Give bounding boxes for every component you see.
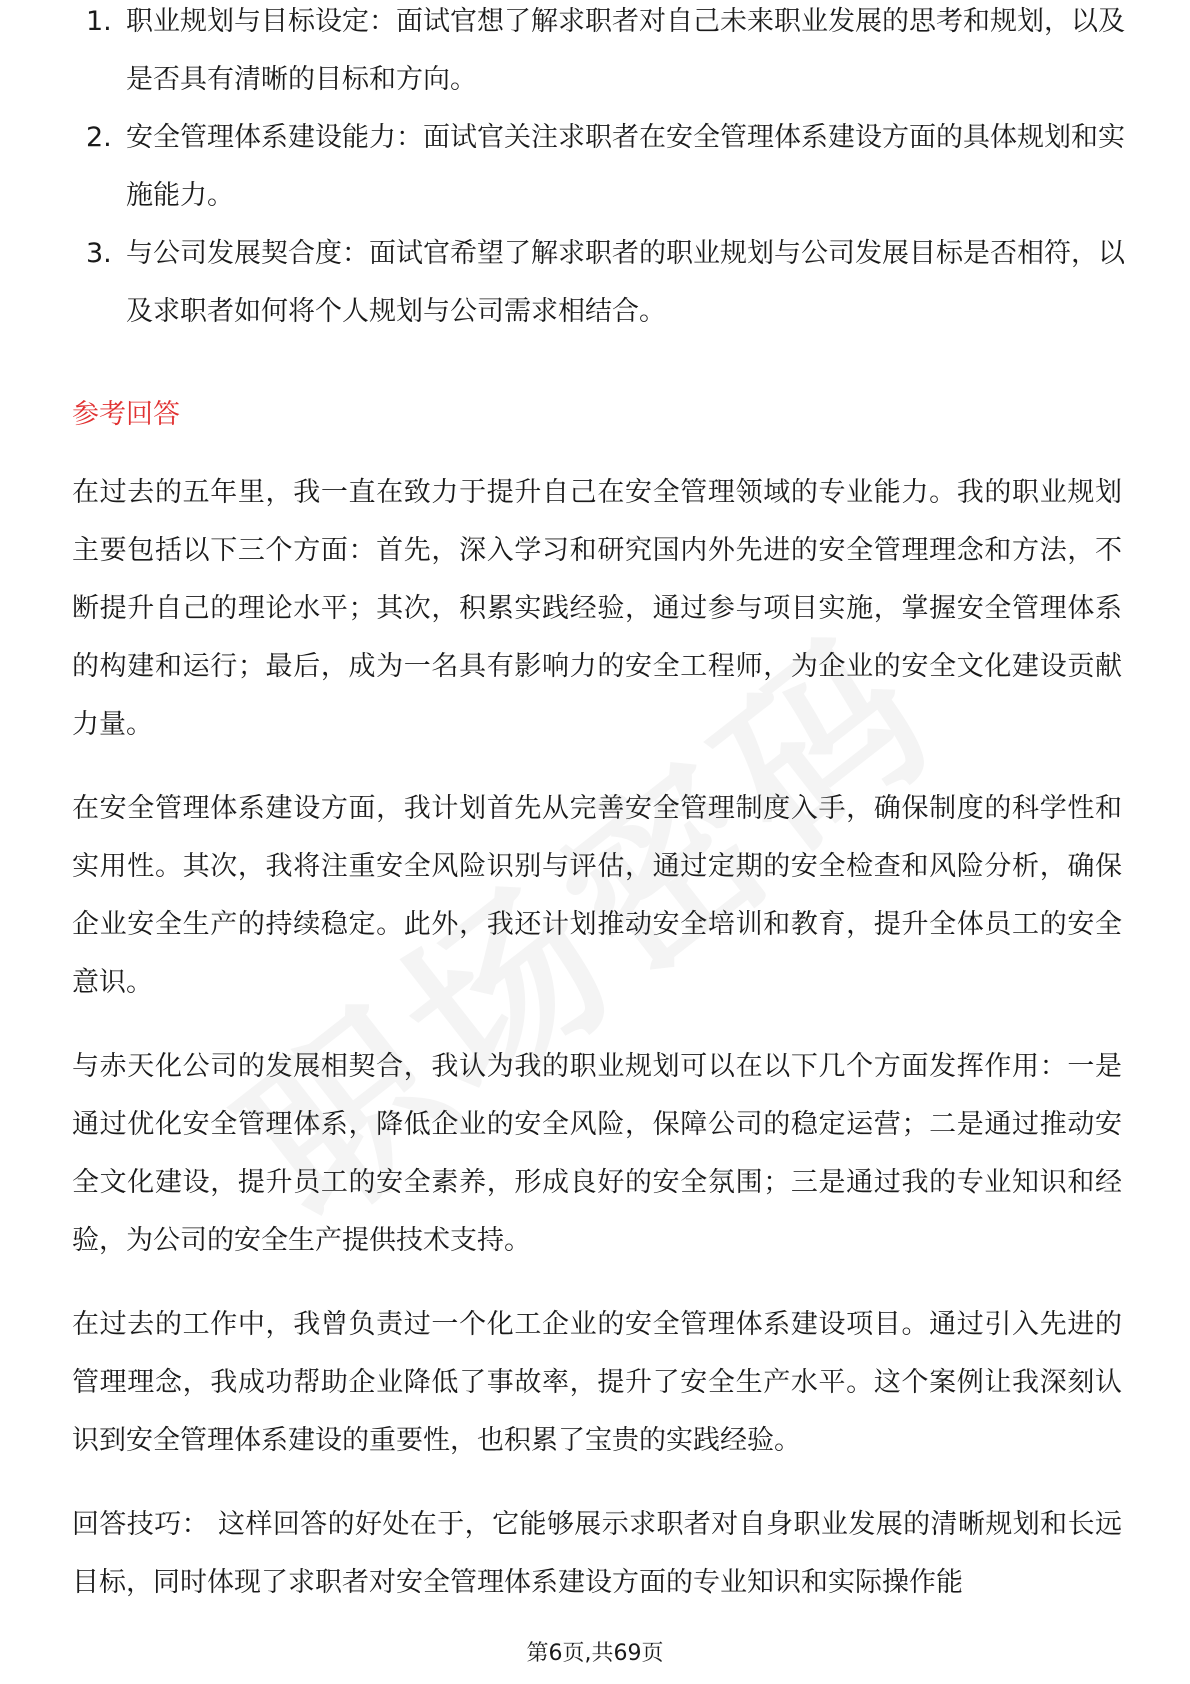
list-number: 2. [86,122,112,153]
answer-tip-paragraph: 回答技巧： 这样回答的好处在于，它能够展示求职者对自身职业发展的清晰规划和长远目标，同时体现了求职者对安全管理体系建设方面的专业知识和实际操作能 [72,1509,1122,1598]
page-footer: 第6页,共69页 [526,1641,664,1666]
list-item [86,0,1126,109]
paragraph: 在安全管理体系建设方面，我计划首先从完善安全管理制度入手，确保制度的科学性和实用性。其次，我将注重安全风险识别与评估，通过定期的安全检查和风险分析，确保企业安全生产的持续稳定。此外，我还计划推动安全培训和教育，提升全体员工的安全意识。 [72,793,1122,998]
list-number: 3. [86,238,112,269]
list-item [86,109,1126,225]
paragraph: 在过去的工作中，我曾负责过一个化工企业的安全管理体系建设项目。通过引入先进的管理理念，我成功帮助企业降低了事故率，提升了安全生产水平。这个案例让我深刻认识到安全管理体系建设的重要性，也积累了宝贵的实践经验。 [72,1309,1122,1456]
reference-heading: 参考回答 [72,399,180,430]
list-text: 安全管理体系建设能力：面试官关注求职者在安全管理体系建设方面的具体规划和实施能力。 [126,122,1125,211]
list-number: 1. [86,6,112,37]
paragraph: 与赤天化公司的发展相契合，我认为我的职业规划可以在以下几个方面发挥作用：一是通过优化安全管理体系，降低企业的安全风险，保障公司的稳定运营；二是通过推动安全文化建设，提升员工的安全素养，形成良好的安全氛围；三是通过我的专业知识和经验，为公司的安全生产提供技术支持。 [72,1051,1122,1256]
criteria-list [86,6,1126,341]
list-text: 职业规划与目标设定：面试官想了解求职者对自己未来职业发展的思考和规划，以及是否具有清晰的目标和方向。 [126,6,1125,95]
list-item [86,225,1126,341]
list-text: 与公司发展契合度：面试官希望了解求职者的职业规划与公司发展目标是否相符，以及求职者如何将个人规划与公司需求相结合。 [126,238,1125,327]
paragraph: 在过去的五年里，我一直在致力于提升自己在安全管理领域的专业能力。我的职业规划主要包括以下三个方面：首先，深入学习和研究国内外先进的安全管理理念和方法，不断提升自己的理论水平；其次，积累实践经验，通过参与项目实施，掌握安全管理体系的构建和运行；最后，成为一名具有影响力的安全工程师，为企业的安全文化建设贡献力量。 [72,477,1122,740]
